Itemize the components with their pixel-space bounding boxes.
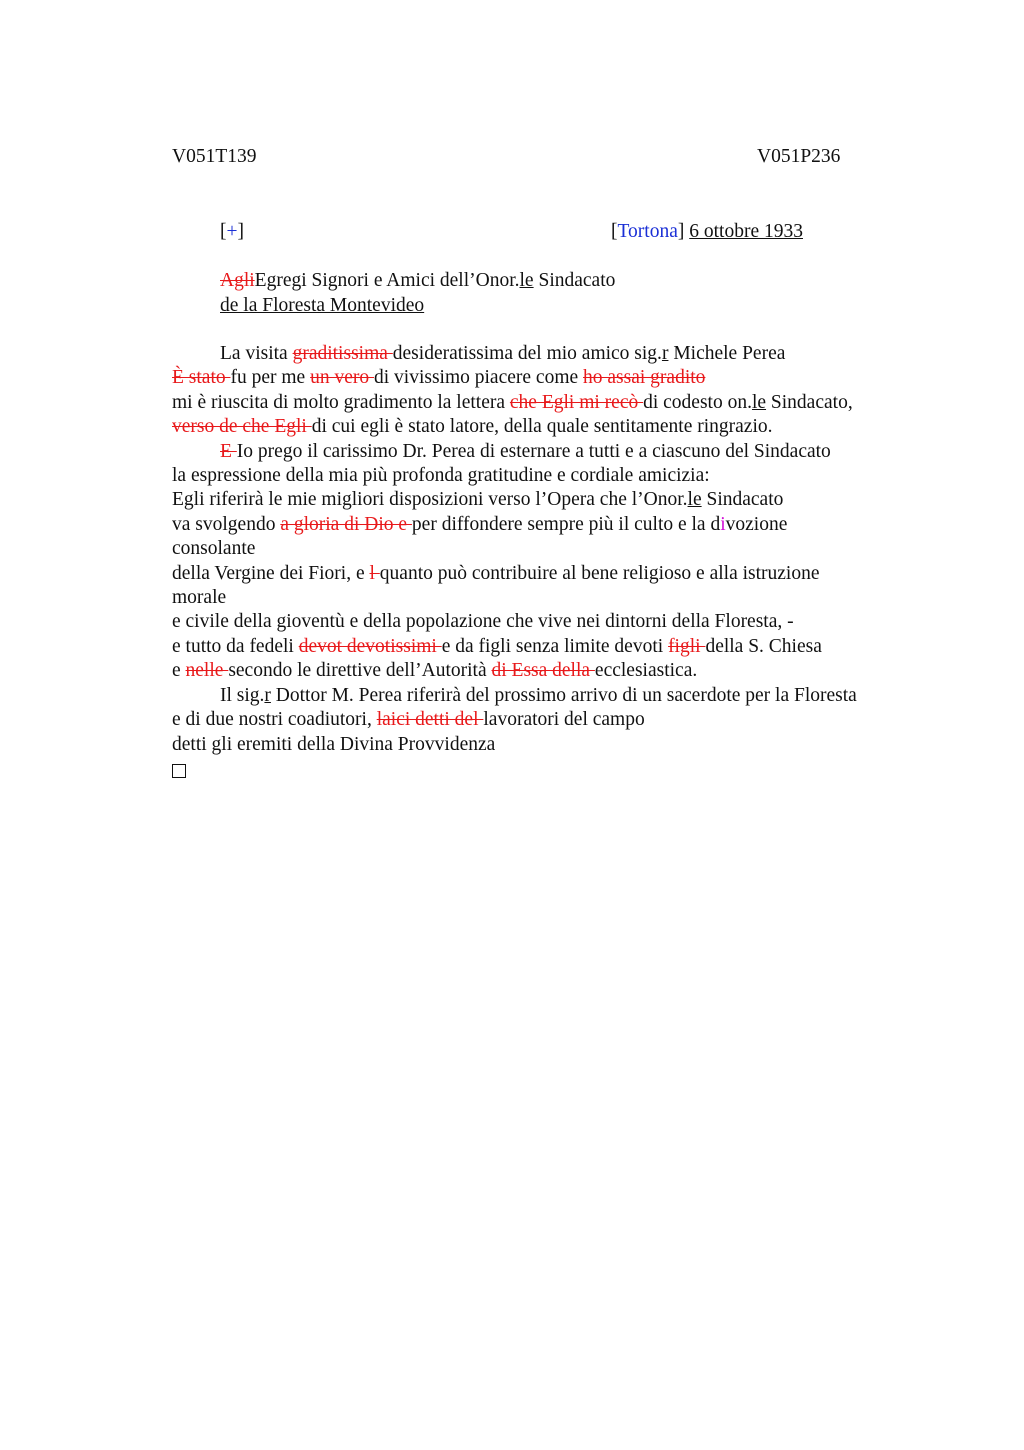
- text: Egregi Signori e Amici dell’Onor.: [254, 270, 520, 291]
- body-line: [172, 708, 912, 732]
- end-marker: [172, 757, 912, 785]
- body-line: morale: [172, 587, 227, 609]
- body-line: e civile della gioventù e della popolazione che vive nei dintorni della Floresta, -: [172, 611, 794, 633]
- deletion: di Essa della: [491, 660, 595, 682]
- text: Sindacato: [701, 489, 784, 511]
- bracket-close: ]: [677, 221, 685, 242]
- address-line: de la Floresta Montevideo: [220, 294, 425, 316]
- deletion: Agli: [220, 270, 255, 291]
- text: Michele Perea: [668, 343, 786, 364]
- text: Dottor M. Perea riferirà del prossimo arrivo di un sacerdote per la Floresta: [270, 684, 857, 706]
- body-line: consolante: [172, 538, 256, 560]
- bracket-close: ]: [237, 221, 244, 242]
- deletion: l: [369, 562, 380, 584]
- text: mi è riuscita di molto gradimento la lettera: [172, 391, 510, 413]
- header-marker: [220, 221, 244, 243]
- text: secondo le direttive dell’Autorità: [228, 660, 492, 682]
- deletion: nelle: [185, 660, 229, 682]
- superscript-abbr: le: [519, 270, 534, 291]
- deletion: devot devotissimi: [298, 635, 442, 657]
- superscript-abbr: le: [751, 391, 767, 413]
- superscript-abbr: r: [264, 684, 271, 706]
- address-line: [220, 269, 615, 294]
- text: Egli riferirà le mie migliori disposizioni verso l’Opera che l’Onor.: [172, 489, 688, 511]
- text: e di due nostri coadiutori,: [172, 709, 377, 731]
- superscript-abbr: r: [661, 343, 669, 364]
- body-line: [172, 366, 912, 390]
- letter-body: [172, 342, 912, 785]
- body-line: [172, 684, 912, 708]
- body-line: [172, 488, 912, 512]
- body-line: [172, 635, 912, 659]
- text: va svolgendo: [172, 513, 281, 535]
- text: lavoratori del campo: [483, 709, 645, 731]
- doc-code-left: V051T139: [172, 146, 257, 167]
- place-date: [611, 221, 803, 243]
- text: di codesto on.: [643, 391, 752, 413]
- bracket-open: [: [611, 221, 618, 242]
- deletion: a gloria di Dio e: [280, 513, 412, 535]
- body-line: [172, 562, 912, 586]
- place-name: Tortona: [617, 221, 678, 242]
- square-box-icon: [172, 764, 186, 778]
- deletion: ho assai gradito: [583, 367, 706, 389]
- text: vozione: [725, 513, 788, 535]
- body-line: [172, 391, 912, 415]
- text: desideratissima del mio amico sig.: [392, 343, 662, 364]
- deletion: un vero: [310, 367, 374, 389]
- address-block: [220, 269, 615, 318]
- bracket-open: [: [220, 221, 227, 242]
- deletion: E: [220, 440, 237, 462]
- body-line: detti gli eremiti della Divina Provvidenza: [172, 733, 496, 755]
- deletion: figli: [668, 635, 706, 657]
- text: di vivissimo piacere come: [374, 367, 584, 389]
- body-line: [172, 415, 912, 439]
- text: per diffondere sempre più il culto e la d: [411, 513, 721, 535]
- body-line: [172, 342, 912, 366]
- text: della Vergine dei Fiori, e: [172, 562, 370, 584]
- text: di cui egli è stato latore, della quale sentitamente ringrazio.: [311, 416, 773, 438]
- text: Sindacato: [533, 270, 616, 291]
- text: della S. Chiesa: [705, 635, 822, 657]
- text: e da figli senza limite devoti: [441, 635, 669, 657]
- body-line: [172, 659, 912, 683]
- body-line: [172, 440, 912, 464]
- superscript-abbr: le: [687, 489, 702, 511]
- text: ecclesiastica.: [594, 660, 698, 682]
- body-line: [172, 513, 912, 537]
- text: Sindacato,: [766, 391, 853, 413]
- text: e tutto da fedeli: [172, 635, 299, 657]
- text: quanto può contribuire al bene religioso e alla istruzione: [379, 562, 820, 584]
- deletion: che Egli mi recò: [509, 391, 644, 413]
- letter-date: 6 ottobre 1933: [689, 221, 803, 242]
- deletion: graditissima: [292, 343, 393, 364]
- expand-marker[interactable]: +: [226, 221, 238, 242]
- deletion: È stato: [172, 367, 231, 389]
- body-line: la espressione della mia più profonda gratitudine e cordiale amicizia:: [172, 465, 710, 487]
- highlight: i: [720, 513, 726, 535]
- text: Il sig.: [220, 684, 265, 706]
- doc-code-right: V051P236: [757, 146, 841, 167]
- text: fu per me: [230, 367, 311, 389]
- deletion: laici detti del: [376, 709, 484, 731]
- text: e: [172, 660, 186, 682]
- text: La visita: [220, 343, 293, 364]
- text: Io prego il carissimo Dr. Perea di esternare a tutti e a ciascuno del Sindacato: [236, 440, 831, 462]
- deletion: verso de che Egli: [172, 416, 312, 438]
